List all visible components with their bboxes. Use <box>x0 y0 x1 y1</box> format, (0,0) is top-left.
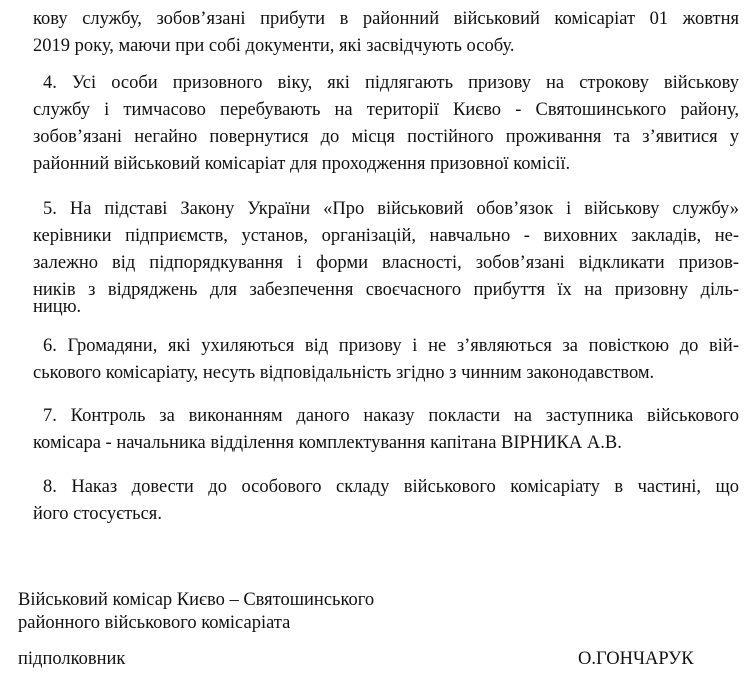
paragraph-5-line-5: ницю. <box>33 297 82 317</box>
paragraph-5-line-3: залежно від підпорядкування і форми власності, зобов’язані відкликати призов- <box>33 253 739 273</box>
paragraph-5-line-1: 5. На підставі Закону України «Про військовий обов’язок і військову службу» <box>43 199 739 219</box>
signature-position-line-1: Військовий комісар Києво – Святошинського <box>18 590 375 610</box>
continuation-line-1: кову службу, зобов’язані прибути в районний військовий комісаріат 01 жовтня <box>33 9 739 29</box>
paragraph-4-line-1: 4. Усі особи призовного віку, які підлягають призову на строкову військову <box>43 73 739 93</box>
paragraph-6-line-1: 6. Громадяни, які ухиляються від призову і не з’являються за повісткою до вій- <box>43 336 739 356</box>
paragraph-6-line-2: ськового комісаріату, несуть відповідальність згідно з чинним законодавством. <box>33 363 655 383</box>
signature-position-line-2: районного військового комісаріата <box>18 613 291 633</box>
paragraph-5-line-2: керівники підприємств, установ, організацій, навчально - виховних закладів, не- <box>33 226 739 246</box>
signature-rank: підполковник <box>18 649 126 669</box>
paragraph-8-line-1: 8. Наказ довести до особового складу військового комісаріату в частині, що <box>43 477 739 497</box>
paragraph-8-line-2: його стосується. <box>33 504 162 524</box>
paragraph-4-line-4: районний військовий комісаріат для проходження призовної комісії. <box>33 154 571 174</box>
paragraph-5-line-4: ників з відряджень для забезпечення своєчасного прибуття їх на призовну діль- <box>33 280 739 300</box>
paragraph-4-line-2: службу і тимчасово перебувають на території Києво - Святошинського району, <box>33 100 739 120</box>
paragraph-7-line-1: 7. Контроль за виконанням даного наказу покласти на заступника військового <box>43 406 739 426</box>
signature-name: О.ГОНЧАРУК <box>578 649 694 669</box>
paragraph-4-line-3: зобов’язані негайно повернутися до місця постійного проживання та з’явитися у <box>33 127 739 147</box>
paragraph-7-line-2: комісара - начальника відділення комплектування капітана ВІРНИКА А.В. <box>33 433 622 453</box>
continuation-line-2: 2019 року, маючи при собі документи, які засвідчують особу. <box>33 36 515 56</box>
